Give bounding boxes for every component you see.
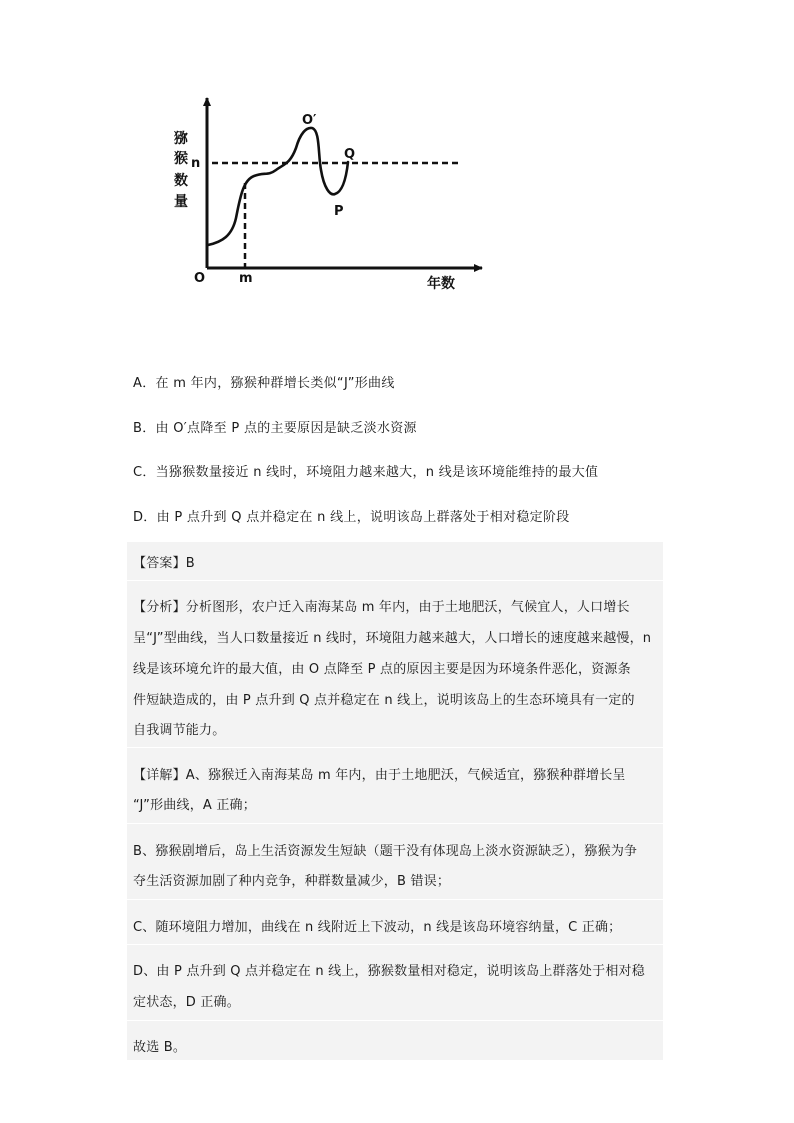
option-a: A．在 m 年内，猕猴种群增长类似“J”形曲线 (133, 376, 395, 391)
o-prime-label: O′ (302, 113, 317, 128)
p-label: P (334, 204, 344, 219)
analysis-line-4: 件短缺造成的，由 P 点升到 Q 点并稳定在 n 线上，说明该岛上的生态环境具有一定的 (133, 693, 635, 708)
answer-explanation-block (127, 542, 663, 1060)
detail-a-line-1: 【详解】A、猕猴迁入南海某岛 m 年内，由于土地肥沃，气候适宜，猕猴种群增长呈 (133, 768, 626, 783)
population-curve-figure (174, 90, 500, 300)
answer-line: 【答案】B (133, 556, 195, 571)
y-axis-label-4: 量 (174, 194, 188, 210)
detail-c-line: C、随环境阻力增加，曲线在 n 线附近上下波动，n 线是该岛环境容纳量，C 正确； (133, 920, 622, 935)
population-curve (208, 128, 348, 245)
n-label: n (191, 156, 201, 171)
detail-b-line-1: B、猕猴剧增后，岛上生活资源发生短缺（题干没有体现岛上淡水资源缺乏），猕猴为争 (133, 844, 638, 859)
conclusion-line: 故选 B。 (133, 1040, 187, 1055)
origin-label: O (194, 271, 206, 286)
analysis-line-3: 线是该环境允许的最大值，由 O 点降至 P 点的原因主要是因为环境条件恶化，资源条 (133, 662, 631, 677)
detail-d-line-1: D、由 P 点升到 Q 点并稳定在 n 线上，猕猴数量相对稳定，说明该岛上群落处于相对稳 (133, 964, 645, 979)
y-axis-label-1: 猕 (174, 131, 188, 147)
x-axis-label: 年数 (427, 276, 455, 292)
m-label: m (239, 271, 253, 286)
option-c: C．当猕猴数量接近 n 线时，环境阻力越来越大，n 线是该环境能维持的最大值 (133, 465, 599, 480)
y-axis-label-2: 猴 (174, 151, 188, 167)
q-label: Q (344, 147, 356, 162)
detail-a-line-2: “J”形曲线，A 正确； (133, 798, 256, 813)
analysis-line-5: 自我调节能力。 (133, 723, 226, 738)
detail-b-line-2: 夺生活资源加剧了种内竞争，种群数量减少，B 错误； (133, 874, 451, 889)
analysis-line-1: 【分析】分析图形，农户迁入南海某岛 m 年内，由于土地肥沃，气候宜人，人口增长 (133, 600, 630, 615)
y-axis-label-3: 数 (174, 173, 188, 189)
option-d: D．由 P 点升到 Q 点并稳定在 n 线上，说明该岛上群落处于相对稳定阶段 (133, 510, 570, 525)
option-b: B．由 O′点降至 P 点的主要原因是缺乏淡水资源 (133, 421, 417, 436)
detail-d-line-2: 定状态，D 正确。 (133, 995, 240, 1010)
analysis-line-2: 呈“J”型曲线，当人口数量接近 n 线时，环境阻力越来越大，人口增长的速度越来越慢，n (133, 631, 652, 646)
